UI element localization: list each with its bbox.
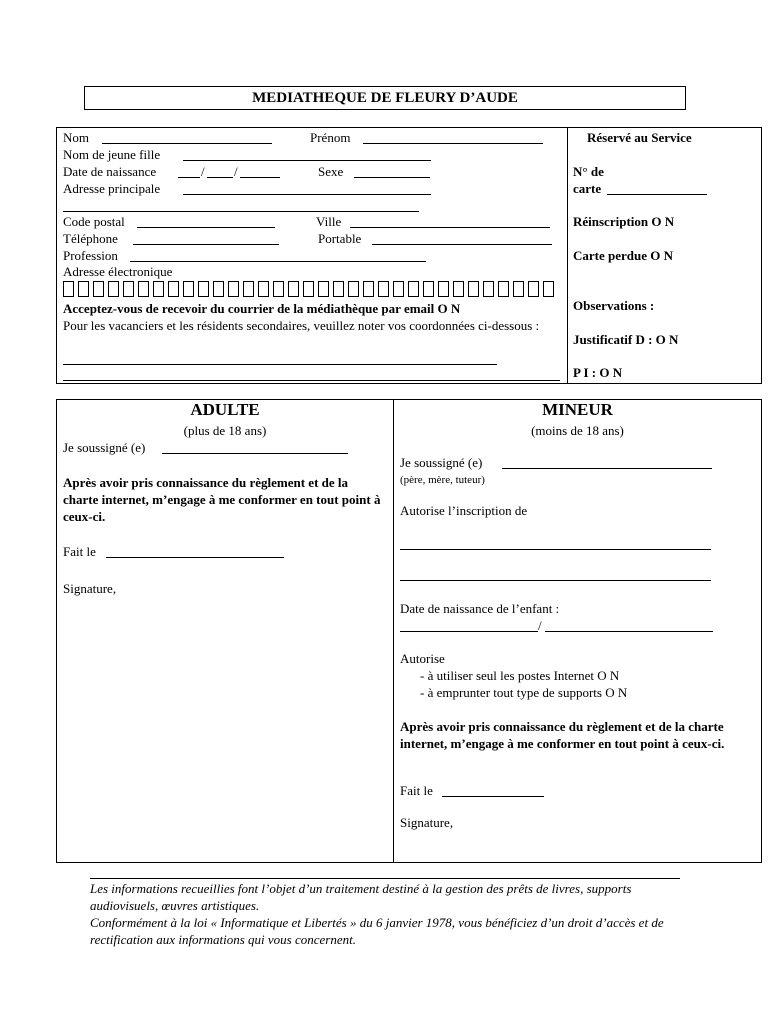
observations-label: Observations : (573, 298, 655, 313)
ville-field[interactable] (350, 227, 550, 228)
footer-rule (90, 878, 680, 879)
mineur-heading: MINEUR (542, 400, 613, 419)
code-postal-field[interactable] (137, 227, 275, 228)
sexe-field[interactable] (354, 177, 430, 178)
mineur-engagement: Après avoir pris connaissance du règlement et de la charte internet, m’engage à me conformer en tout point à ceux-ci. (400, 719, 725, 751)
email-question: Acceptez-vous de recevoir du courrier de la médiathèque par email O N (63, 301, 461, 316)
pi-option: P I : O N (573, 365, 623, 380)
code-postal-label: Code postal (63, 214, 125, 229)
date-naissance-year[interactable] (240, 177, 280, 178)
mineur-autorise-inscription: Autorise l’inscription de (400, 503, 528, 518)
footer-note-1: Les informations recueillies font l’objet d’un traitement destiné à la gestion des prêts de livres, supports audiovisuels, œuvres artistiques. (90, 881, 632, 913)
adulte-soussigne-label: Je soussigné (e) (63, 440, 146, 455)
carte-perdue-option: Carte perdue O N (573, 248, 674, 263)
prenom-label: Prénom (310, 130, 351, 145)
date-sep-1: / (201, 164, 205, 179)
nom-field[interactable] (102, 143, 272, 144)
adresse-field[interactable] (183, 194, 431, 195)
mineur-date-naissance-label: Date de naissance de l’enfant : (400, 601, 560, 616)
mineur-parents-note: (père, mère, tuteur) (400, 474, 485, 486)
nom-label: Nom (63, 130, 89, 145)
adulte-signature-label: Signature, (63, 581, 117, 596)
date-sep-2: / (234, 164, 238, 179)
portable-field[interactable] (372, 244, 552, 245)
mineur-fait-le-field[interactable] (442, 796, 544, 797)
carte-label-1: N° de (573, 164, 604, 179)
date-naissance-month[interactable] (207, 177, 233, 178)
telephone-field[interactable] (133, 244, 279, 245)
adulte-subheading: (plus de 18 ans) (183, 423, 267, 438)
service-header: Réservé au Service (587, 130, 692, 145)
profession-field[interactable] (130, 261, 426, 262)
mineur-enfant-field-2[interactable] (400, 580, 711, 581)
mineur-date-sep: / (538, 618, 542, 633)
telephone-label: Téléphone (63, 231, 118, 246)
mineur-emprunter-option: - à emprunter tout type de supports O N (420, 685, 628, 700)
nom-jeune-fille-label: Nom de jeune fille (63, 147, 161, 162)
carte-field[interactable] (607, 194, 707, 195)
adulte-section (56, 399, 394, 863)
vacanciers-field-2[interactable] (63, 380, 560, 381)
footer-note-2: Conformément à la loi « Informatique et Libertés » du 6 janvier 1978, vous bénéficiez d’un droit d’accès et de rectification aux informations qui vous concernent. (90, 915, 664, 947)
vacanciers-note: Pour les vacanciers et les résidents secondaires, veuillez noter vos coordonnées ci-dessous : (63, 318, 540, 333)
adulte-heading: ADULTE (190, 400, 260, 419)
date-naissance-label: Date de naissance (63, 164, 157, 179)
carte-label-2: carte (573, 181, 602, 196)
mineur-signature-label: Signature, (400, 815, 454, 830)
vacanciers-field-1[interactable] (63, 364, 497, 365)
prenom-field[interactable] (363, 143, 543, 144)
justificatif-option: Justificatif D : O N (573, 332, 679, 347)
profession-label: Profession (63, 248, 118, 263)
page-title: MEDIATHEQUE DE FLEURY D’AUDE (84, 86, 686, 110)
adulte-engagement: Après avoir pris connaissance du règlement et de la charte internet, m’engage à me conformer en tout point à ceux-ci. (63, 475, 381, 524)
mineur-autorise-label: Autorise (400, 651, 445, 666)
mineur-soussigne-field[interactable] (502, 468, 712, 469)
reinscription-option: Réinscription O N (573, 214, 675, 229)
mineur-internet-option: - à utiliser seul les postes Internet O N (420, 668, 620, 683)
mineur-soussigne-label: Je soussigné (e) (400, 455, 483, 470)
email-character-boxes[interactable] (63, 281, 558, 297)
adulte-fait-le-field[interactable] (106, 557, 284, 558)
mineur-fait-le-label: Fait le (400, 783, 433, 798)
adresse-field-2[interactable] (63, 211, 419, 212)
adulte-soussigne-field[interactable] (162, 453, 348, 454)
nom-jeune-fille-field[interactable] (183, 160, 431, 161)
adresse-label: Adresse principale (63, 181, 161, 196)
ville-label: Ville (316, 214, 342, 229)
mineur-enfant-field-1[interactable] (400, 549, 711, 550)
mineur-date-field-2[interactable] (545, 631, 713, 632)
date-naissance-day[interactable] (178, 177, 200, 178)
mineur-subheading: (moins de 18 ans) (531, 423, 624, 438)
email-label: Adresse électronique (63, 264, 173, 279)
mineur-date-field-1[interactable] (400, 631, 538, 632)
sexe-label: Sexe (318, 164, 344, 179)
adulte-fait-le-label: Fait le (63, 544, 96, 559)
portable-label: Portable (318, 231, 362, 246)
